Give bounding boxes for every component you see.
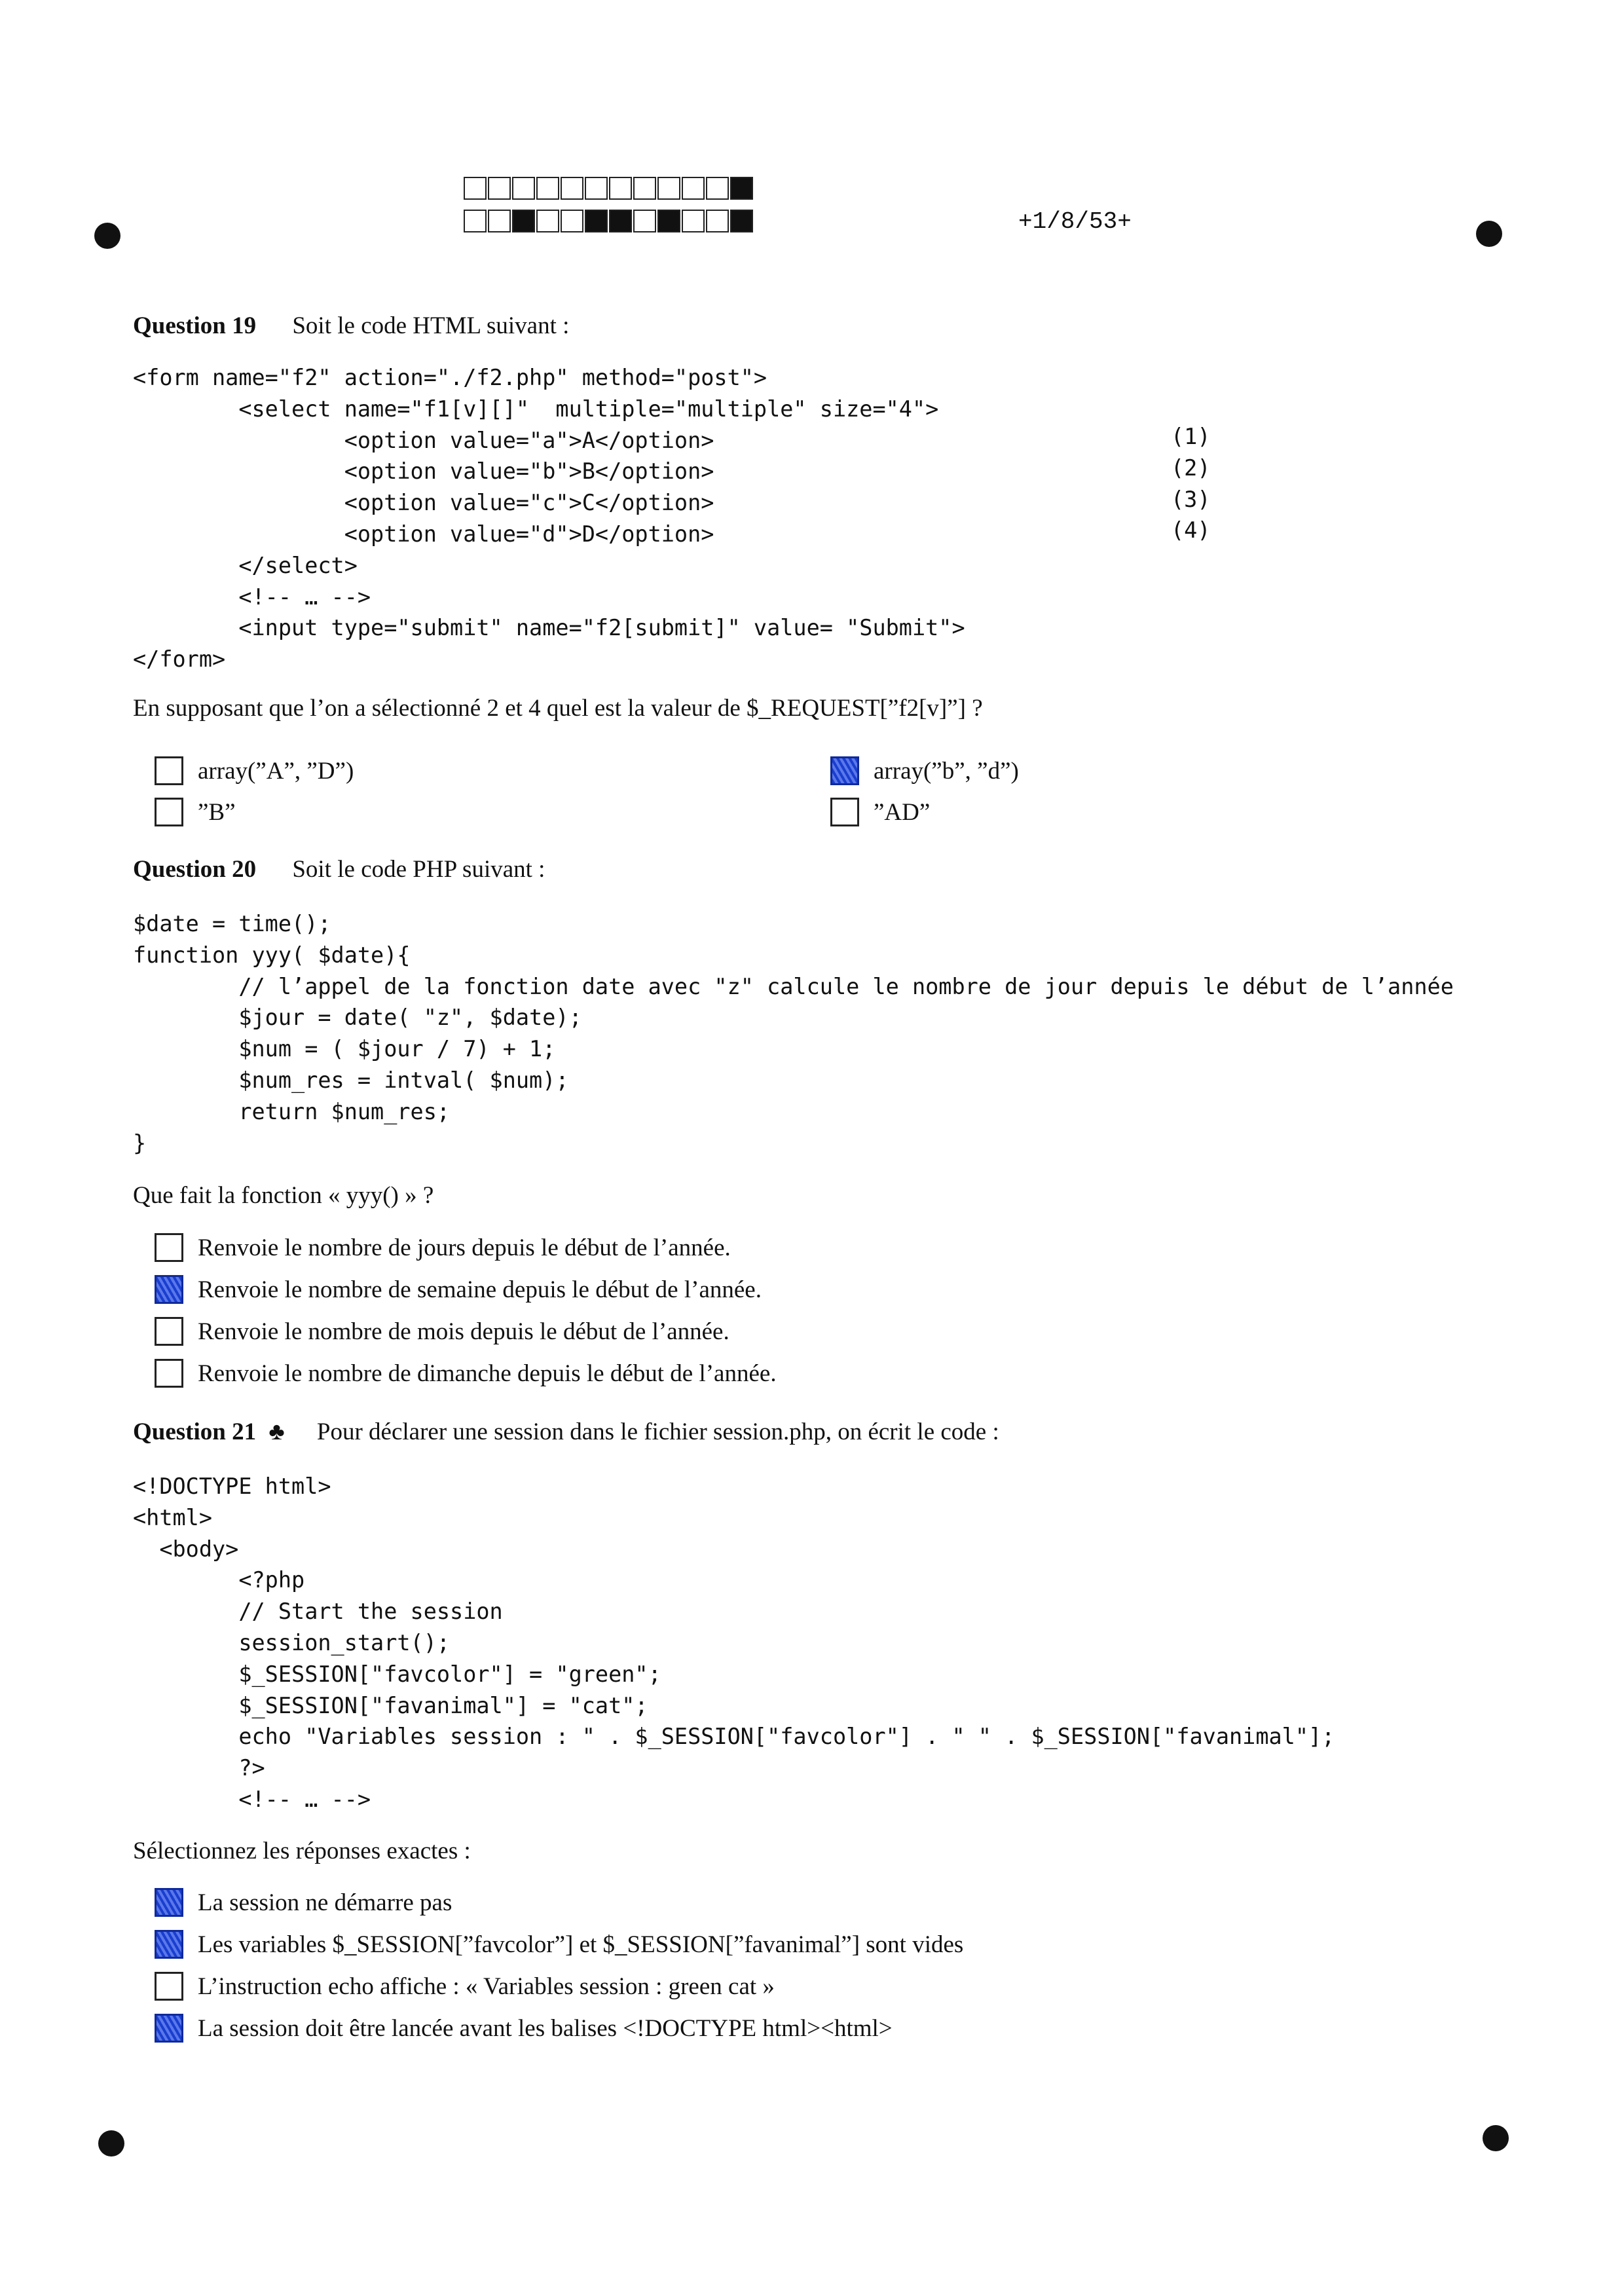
q19-number: Question 19 — [133, 312, 257, 339]
answer-checkbox[interactable] — [155, 1888, 183, 1917]
answer-label: Les variables $_SESSION[”favcolor”] et $_SESSION[”favanimal”] sont vides — [198, 1931, 964, 1958]
answer-label: La session doit être lancée avant les balises <!DOCTYPE html><html> — [198, 2014, 893, 2042]
answer-label: Renvoie le nombre de semaine depuis le début de l’année. — [198, 1276, 762, 1303]
answer-checkbox[interactable] — [155, 756, 183, 785]
answer-checkbox[interactable] — [830, 756, 859, 785]
barcode-row-bottom — [464, 210, 754, 232]
q19-answer[interactable] — [830, 798, 930, 826]
answer-label: array(”A”, ”D”) — [198, 757, 354, 785]
answer-label: ”AD” — [874, 798, 931, 826]
answer-checkbox[interactable] — [155, 1275, 183, 1304]
q20-question: Que fait la fonction « yyy() » ? — [133, 1182, 434, 1209]
q19-question: En supposant que l’on a sélectionné 2 et 4 quel est la valeur de $_REQUEST[”f2[v]”] ? — [133, 695, 983, 722]
answer-checkbox[interactable] — [155, 1317, 183, 1346]
q19-answer[interactable] — [830, 756, 1019, 785]
q21-answer[interactable] — [155, 1930, 963, 1959]
answer-checkbox[interactable] — [830, 798, 859, 826]
answer-checkbox[interactable] — [155, 1930, 183, 1959]
barcode-row-top — [464, 177, 754, 200]
answer-label: Renvoie le nombre de jours depuis le début de l’année. — [198, 1234, 731, 1261]
answer-checkbox[interactable] — [155, 1972, 183, 2001]
answer-checkbox[interactable] — [155, 798, 183, 826]
q20-number: Question 20 — [133, 856, 257, 883]
q20-answer[interactable] — [155, 1275, 762, 1304]
q21-number: Question 21 — [133, 1418, 257, 1445]
answer-label: array(”b”, ”d”) — [874, 757, 1019, 785]
q19-answer[interactable] — [155, 756, 354, 785]
q19-code: <form name="f2" action="./f2.php" method="post"> <select name="f1[v][]" multiple="multiple" size="4"> <option value="a">A</option> <option value="b">B</option> <option value="c">C</option> <option value="d">D</option> </select> <!-- … --> <input type="submit" name="f2[submit]" value= "Submit"> </form> — [133, 365, 965, 673]
answer-label: ”B” — [198, 798, 236, 826]
club-icon: ♣ — [268, 1418, 285, 1445]
answer-checkbox[interactable] — [155, 2014, 183, 2043]
q19-line-numbers — [1171, 421, 1211, 546]
answer-label: Renvoie le nombre de mois depuis le début de l’année. — [198, 1318, 729, 1345]
q21-title — [133, 1418, 999, 1446]
registration-mark — [1483, 2125, 1509, 2151]
q21-intro: Pour déclarer une session dans le fichier session.php, on écrit le code : — [316, 1418, 999, 1445]
q19-title — [133, 312, 569, 340]
answer-checkbox[interactable] — [155, 1359, 183, 1388]
q20-code: $date = time(); function yyy( $date){ // l’appel de la fonction date avec "z" calcule le nombre de jour depuis le début de l’année $jour = date( "z", $date); $num = ( $jour / 7) + 1; $num_res = intval( $num); return $num_res; } — [133, 911, 1454, 1156]
registration-mark — [94, 223, 120, 249]
answer-label: La session ne démarre pas — [198, 1889, 452, 1916]
q20-answer[interactable] — [155, 1317, 729, 1346]
registration-mark — [98, 2130, 124, 2157]
q21-answer[interactable] — [155, 2014, 893, 2043]
registration-mark — [1476, 221, 1502, 247]
page-id: +1/8/53+ — [1018, 208, 1132, 235]
q20-title — [133, 855, 545, 883]
line-number: (2) — [1171, 454, 1211, 481]
answer-label: L’instruction echo affiche : « Variables session : green cat » — [198, 1972, 775, 2000]
q19-intro: Soit le code HTML suivant : — [292, 312, 570, 339]
line-number: (4) — [1171, 517, 1211, 544]
line-number: (1) — [1171, 424, 1211, 449]
q21-answer[interactable] — [155, 1972, 775, 2001]
line-number: (3) — [1171, 486, 1211, 512]
answer-label: Renvoie le nombre de dimanche depuis le début de l’année. — [198, 1360, 777, 1387]
q21-answer[interactable] — [155, 1888, 452, 1917]
answer-checkbox[interactable] — [155, 1233, 183, 1262]
q19-answer[interactable] — [155, 798, 236, 826]
q21-question: Sélectionnez les réponses exactes : — [133, 1838, 471, 1864]
q20-answer[interactable] — [155, 1233, 731, 1262]
q21-code: <!DOCTYPE html> <html> <body> <?php // Start the session session_start(); $_SESSION["favcolor"] = "green"; $_SESSION["favanimal"] = "cat"; echo "Variables session : " . $_SESSION["favcolor"] . " " . $_SESSION["favanimal"]; ?> <!-- … --> — [133, 1473, 1335, 1812]
q20-intro: Soit le code PHP suivant : — [292, 856, 545, 883]
q20-answer[interactable] — [155, 1359, 777, 1388]
